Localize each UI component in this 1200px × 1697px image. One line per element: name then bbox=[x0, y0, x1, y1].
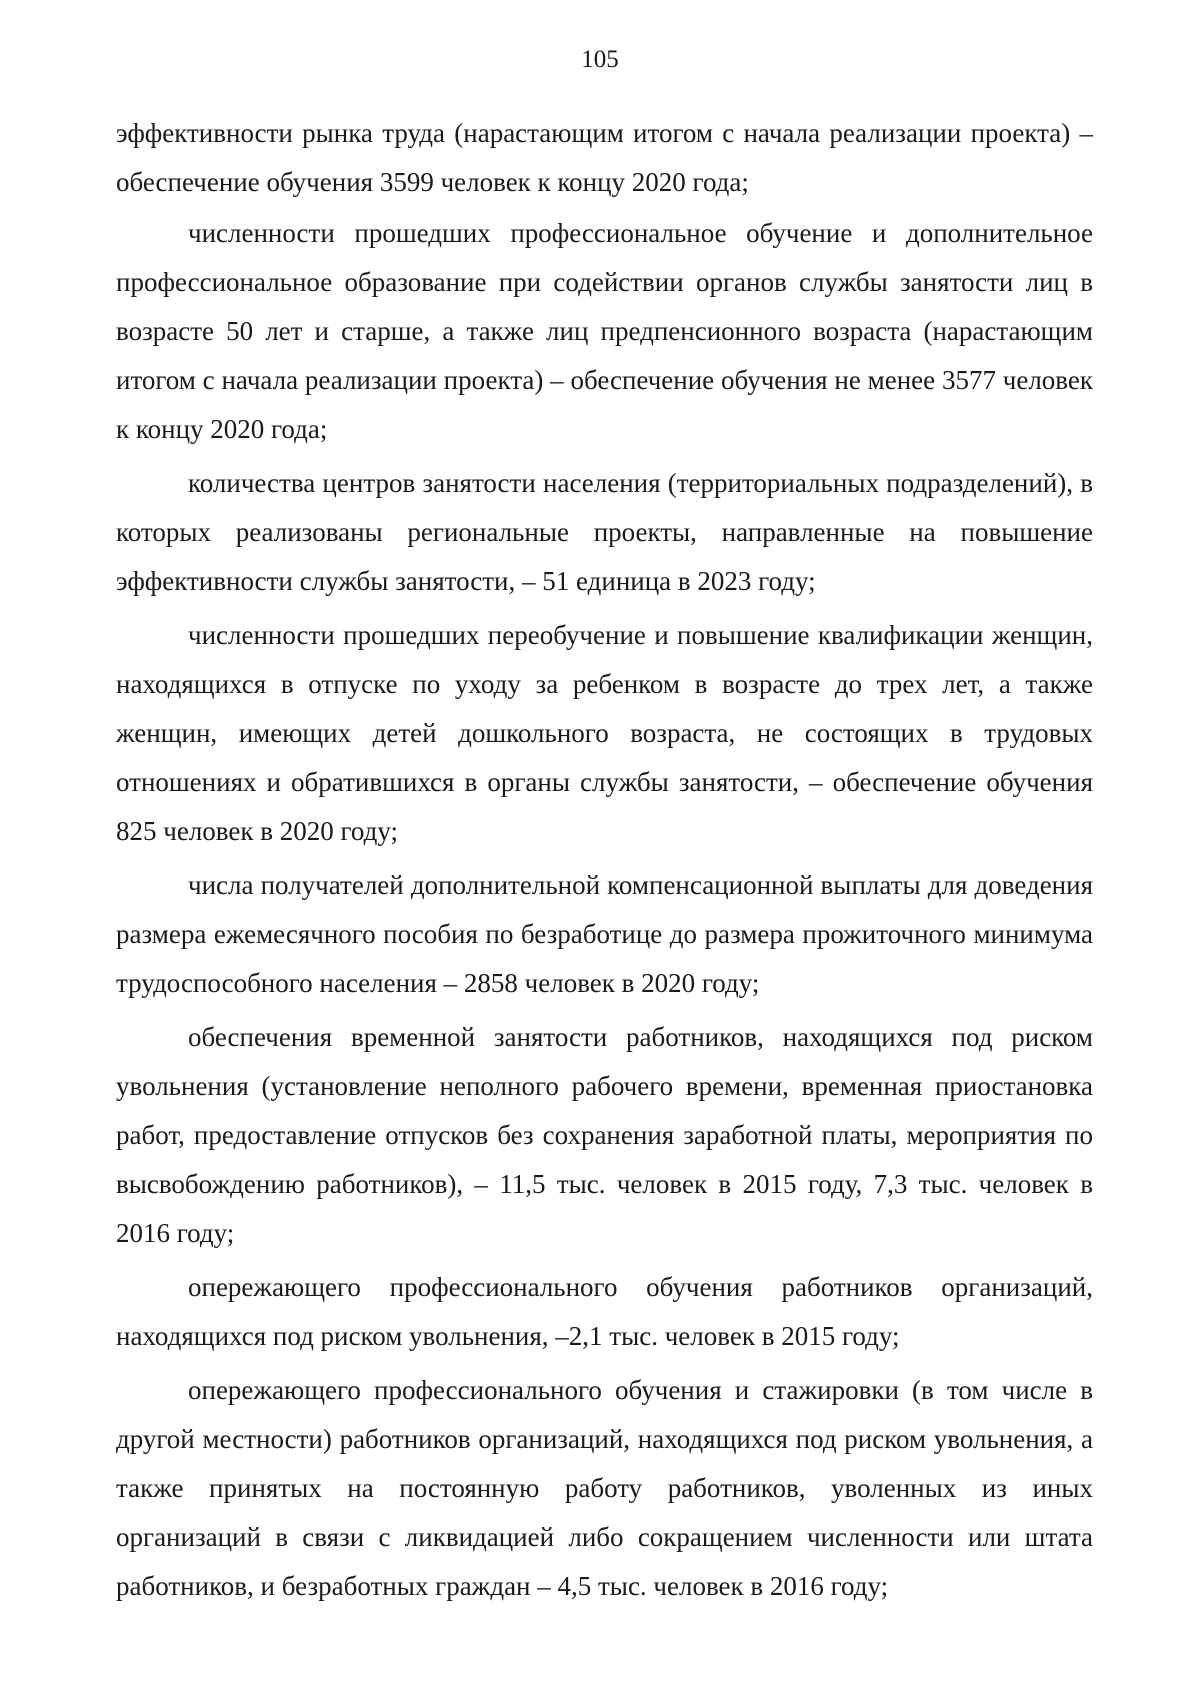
paragraph: обеспечения временной занятости работников, находящихся под риском увольнения (установление неполного рабочего времени, временная приостановка работ, предоставление отпусков без сохранения заработной платы, мероприятия по высвобождению работников), – 11,5 тыс. человек в 2015 году, 7,3 тыс. человек в 2016 году; bbox=[116, 1022, 1093, 1248]
paragraph: количества центров занятости населения (территориальных подразделений), в которых реализованы региональные проекты, направленные на повышение эффективности службы занятости, – 51 единица в 2023 году; bbox=[116, 468, 1093, 596]
paragraph: опережающего профессионального обучения и стажировки (в том числе в другой местности) работников организаций, находящихся под риском увольнения, а также принятых на постоянную работу работников, уволенных из иных организаций в связи с ликвидацией либо сокращением численности или штата работников, и безработных граждан – 4,5 тыс. человек в 2016 году; bbox=[116, 1375, 1093, 1601]
paragraph: опережающего профессионального обучения работников организаций, находящихся под риском увольнения, –2,1 тыс. человек в 2015 году; bbox=[116, 1272, 1093, 1351]
page-number: 105 bbox=[581, 46, 619, 73]
paragraph: численности прошедших переобучение и повышение квалификации женщин, находящихся в отпуске по уходу за ребенком в возрасте до трех лет, а также женщин, имеющих детей дошкольного возраста, не состоящих в трудовых отношениях и обратившихся в органы службы занятости, – обеспечение обучения 825 человек в 2020 году; bbox=[116, 620, 1093, 846]
paragraph: численности прошедших профессиональное обучение и дополнительное профессиональное образование при содействии органов службы занятости лиц в возрасте 50 лет и старше, а также лиц предпенсионного возраста (нарастающим итогом с начала реализации проекта) – обеспечение обучения не менее 3577 человек к концу 2020 года; bbox=[116, 218, 1093, 444]
document-body bbox=[116, 109, 1093, 1613]
paragraph: числа получателей дополнительной компенсационной выплаты для доведения размера ежемесячного пособия по безработице до размера прожиточного минимума трудоспособного населения – 2858 человек в 2020 году; bbox=[116, 870, 1093, 998]
paragraph-continued: эффективности рынка труда (нарастающим итогом с начала реализации проекта) – обеспечение обучения 3599 человек к концу 2020 года; bbox=[116, 118, 1093, 197]
